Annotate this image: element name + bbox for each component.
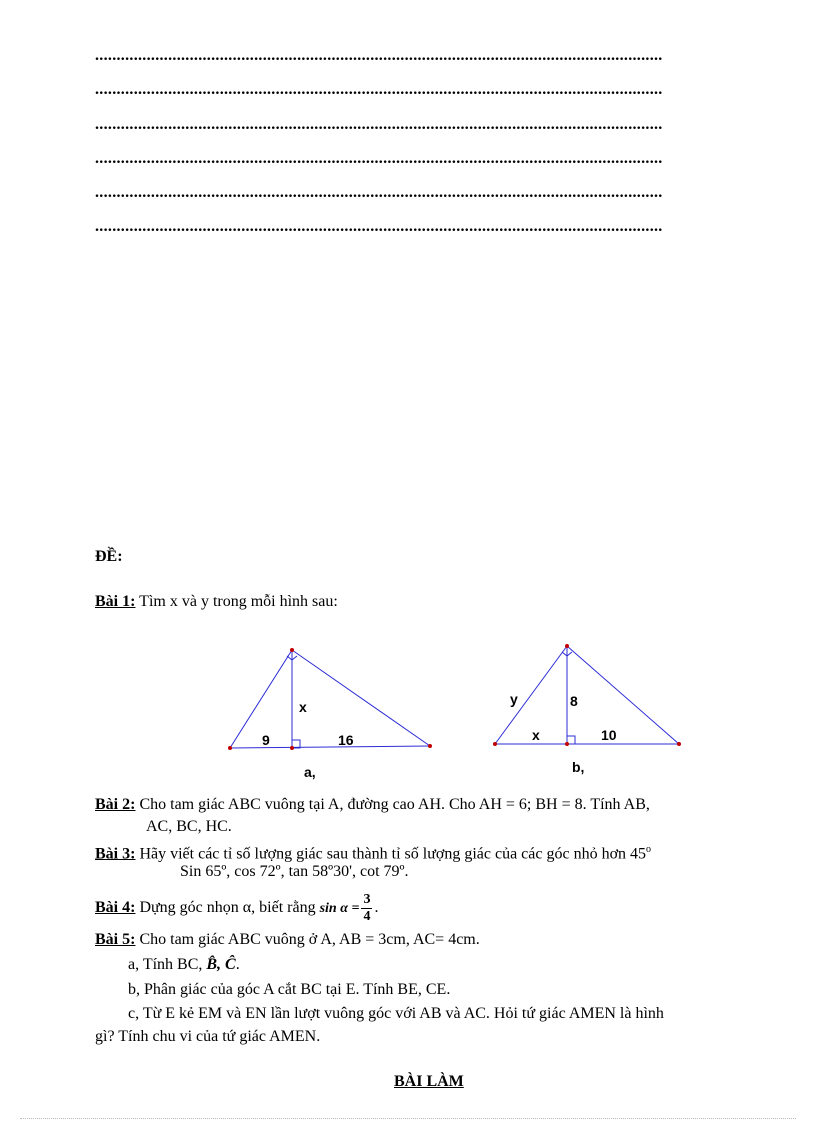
bai1	[95, 592, 338, 612]
fig-a-point-c	[428, 744, 432, 748]
figure-a	[215, 640, 445, 780]
bai5-label: Bài 5:	[95, 931, 136, 948]
fig-b-label-10: 10	[601, 727, 617, 743]
bai5-part-a	[128, 955, 240, 975]
bai5-a-prefix: a, Tính BC,	[128, 956, 203, 973]
fig-a-point-b	[228, 746, 232, 750]
fig-b-side-ab	[495, 646, 567, 744]
bai4-label: Bài 4:	[95, 899, 136, 917]
bai5-part-b: b, Phân giác của góc A cắt BC tại E. Tính BE, CE.	[128, 981, 451, 998]
fig-b-caption: b,	[572, 759, 585, 775]
bai3-line2: Sin 65º, cos 72º, tan 58º30', cot 79º.	[180, 863, 409, 880]
answer-line-6: ....................................................................................................................................	[95, 219, 663, 235]
fig-a-point-h	[290, 746, 294, 750]
bai3-line1: Hãy viết các tỉ số lượng giác sau thành tỉ số lượng giác của các góc nhỏ hơn 45	[139, 845, 647, 863]
fig-a-side-ac	[292, 650, 430, 746]
fig-b-label-x: x	[532, 727, 540, 743]
bai4-denominator: 4	[363, 909, 371, 924]
answer-line-1: ....................................................................................................................................	[95, 48, 663, 64]
bai5-a-angles: B̂, Ĉ	[206, 956, 236, 973]
answer-line-5: ....................................................................................................................................	[95, 185, 663, 201]
bai2-line2: AC, BC, HC.	[146, 818, 232, 835]
fig-a-label-x: x	[299, 699, 307, 715]
bai1-label: Bài 1:	[95, 593, 136, 610]
bai2-label: Bài 2:	[95, 796, 136, 813]
answer-line-3: ....................................................................................................................................	[95, 117, 663, 133]
bai5-part-c1: c, Từ E kẻ EM và EN lần lượt vuông góc với AB và AC. Hỏi tứ giác AMEN là hình	[128, 1005, 664, 1022]
bai5	[95, 930, 480, 950]
bai-lam-heading: BÀI LÀM	[394, 1073, 464, 1090]
bottom-divider	[20, 1118, 796, 1119]
bai5-a-end: .	[235, 956, 240, 973]
bai4-sin-alpha: sin α =	[319, 901, 360, 917]
bai3	[95, 840, 651, 864]
bai1-text: Tìm x và y trong mỗi hình sau:	[139, 593, 338, 610]
bai5-text: Cho tam giác ABC vuông ở A, AB = 3cm, AC= 4cm.	[139, 931, 480, 948]
bai2-line1: Cho tam giác ABC vuông tại A, đường cao AH. Cho AH = 6; BH = 8. Tính AB,	[139, 796, 650, 813]
fig-b-point-c	[677, 742, 681, 746]
fig-a-point-a	[290, 648, 294, 652]
fig-a-side-ab	[230, 650, 292, 748]
fig-b-point-b	[493, 742, 497, 746]
fig-a-label-9: 9	[262, 732, 270, 748]
fig-b-label-y: y	[510, 691, 518, 707]
fig-a-base	[230, 746, 430, 748]
bai4-numerator: 3	[363, 892, 371, 907]
fig-b-point-a	[565, 644, 569, 648]
fig-b-side-ac	[567, 646, 679, 744]
exam-heading: ĐỀ:	[95, 548, 123, 565]
bai3-label: Bài 3:	[95, 845, 136, 863]
answer-line-2: ....................................................................................................................................	[95, 82, 663, 98]
bai4-fraction	[361, 892, 372, 925]
bai4-text: Dựng góc nhọn α, biết rằng	[139, 899, 316, 917]
bai2	[95, 795, 650, 815]
answer-line-4: ....................................................................................................................................	[95, 151, 663, 167]
bai5-part-c2: gì? Tính chu vi của tứ giác AMEN.	[95, 1028, 321, 1045]
fig-b-label-8: 8	[570, 693, 578, 709]
fig-a-caption: a,	[304, 764, 316, 780]
fig-a-label-16: 16	[338, 732, 354, 748]
bai3-degree: o	[646, 844, 652, 855]
fig-b-point-h	[565, 742, 569, 746]
bai4	[95, 892, 378, 925]
bai4-end: .	[374, 899, 379, 917]
